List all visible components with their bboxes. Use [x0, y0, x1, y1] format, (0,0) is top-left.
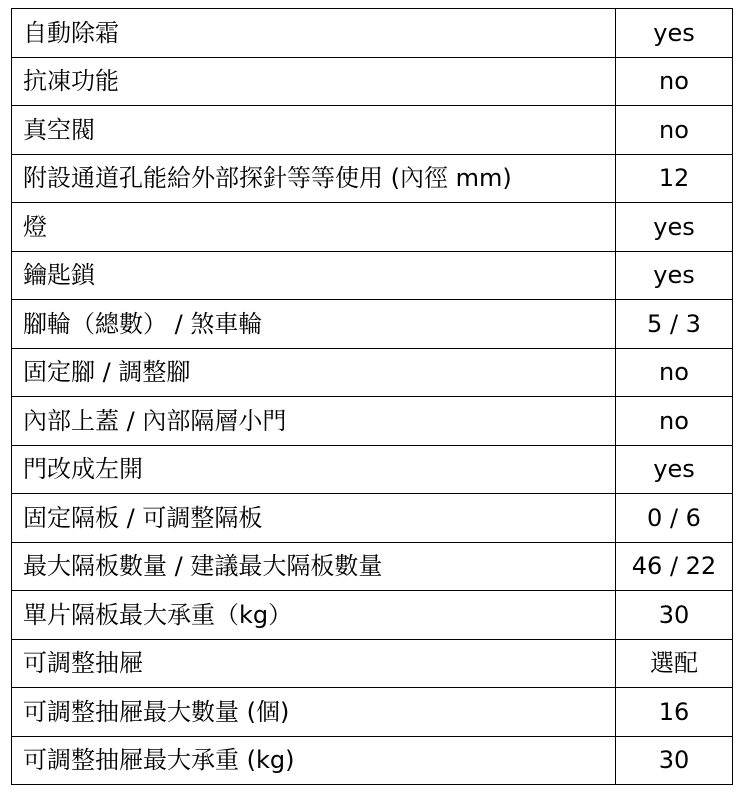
spec-table-body [12, 9, 733, 785]
row-value: yes [616, 9, 733, 58]
table-row [12, 736, 733, 785]
row-value: no [616, 397, 733, 446]
row-label: 固定隔板 / 可調整隔板 [12, 494, 616, 543]
row-label: 固定腳 / 調整腳 [12, 348, 616, 397]
table-row [12, 688, 733, 737]
table-row [12, 639, 733, 688]
row-label: 內部上蓋 / 內部隔層小門 [12, 397, 616, 446]
row-label: 門改成左開 [12, 445, 616, 494]
row-value: 12 [616, 154, 733, 203]
table-row [12, 57, 733, 106]
row-label: 鑰匙鎖 [12, 251, 616, 300]
row-label: 最大隔板數量 / 建議最大隔板數量 [12, 542, 616, 591]
row-label: 抗凍功能 [12, 57, 616, 106]
row-value: no [616, 57, 733, 106]
row-value: yes [616, 251, 733, 300]
row-value: 16 [616, 688, 733, 737]
row-value: 5 / 3 [616, 300, 733, 349]
spec-table [11, 8, 733, 785]
row-label: 附設通道孔能給外部探針等等使用 (內徑 mm) [12, 154, 616, 203]
row-label: 可調整抽屜最大數量 (個) [12, 688, 616, 737]
table-row [12, 154, 733, 203]
row-value: 0 / 6 [616, 494, 733, 543]
row-value: yes [616, 203, 733, 252]
row-label: 可調整抽屜 [12, 639, 616, 688]
table-row [12, 494, 733, 543]
row-value: 選配 [616, 639, 733, 688]
table-row [12, 300, 733, 349]
row-label: 腳輪（總數） / 煞車輪 [12, 300, 616, 349]
row-label: 自動除霜 [12, 9, 616, 58]
row-label: 燈 [12, 203, 616, 252]
row-value: no [616, 106, 733, 155]
row-value: yes [616, 445, 733, 494]
table-row [12, 9, 733, 58]
table-row [12, 348, 733, 397]
table-row [12, 251, 733, 300]
row-label: 真空閥 [12, 106, 616, 155]
row-value: 46 / 22 [616, 542, 733, 591]
table-row [12, 203, 733, 252]
table-row [12, 542, 733, 591]
row-label: 單片隔板最大承重（kg） [12, 591, 616, 640]
table-row [12, 106, 733, 155]
table-row [12, 445, 733, 494]
row-value: no [616, 348, 733, 397]
row-value: 30 [616, 591, 733, 640]
row-label: 可調整抽屜最大承重 (kg) [12, 736, 616, 785]
row-value: 30 [616, 736, 733, 785]
table-row [12, 591, 733, 640]
table-row [12, 397, 733, 446]
